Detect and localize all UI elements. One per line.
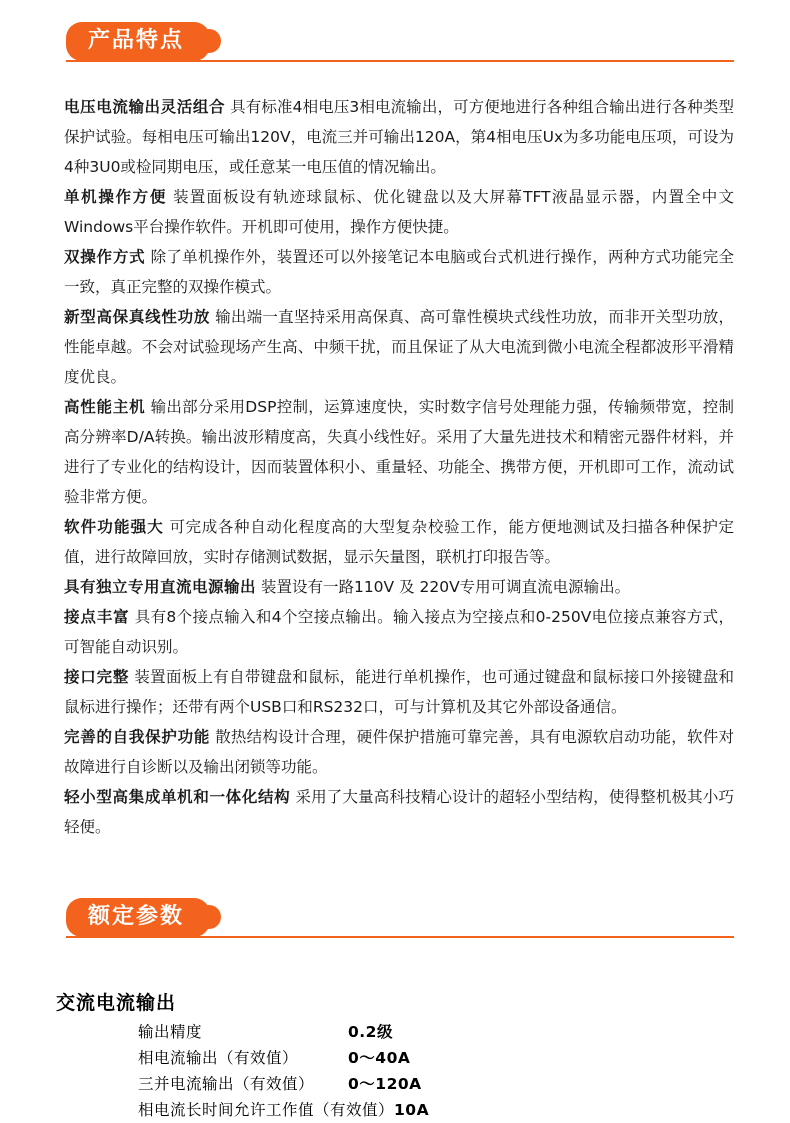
feature-lead: 新型高保真线性功放 — [64, 308, 211, 326]
feature-lead: 软件功能强大 — [64, 518, 164, 536]
feature-lead: 轻小型高集成单机和一体化结构 — [64, 788, 291, 806]
feature-lead: 单机操作方便 — [64, 188, 167, 206]
feature-paragraph — [64, 512, 734, 572]
feature-text: 可完成各种自动化程度高的大型复杂校验工作，能方便地测试及扫描各种保护定值，进行故障回放，实时存储测试数据，显示矢量图，联机打印报告等。 — [64, 518, 734, 566]
feature-text: 采用了大量高科技精心设计的超轻小型结构，使得整机极其小巧轻便。 — [64, 788, 734, 836]
section-title-badge: 额定参数 — [66, 898, 210, 937]
feature-text: 具有标准4相电压3相电流输出，可方便地进行各种组合输出进行各种类型保护试验。每相电压可输出120V，电流三并可输出120A，第4相电压Ux为多功能电压项，可设为4种3U0或检同期电压，或任意某一电压值的情况输出。 — [64, 98, 734, 176]
section-heading-parameters — [0, 898, 790, 946]
feature-text: 输出端一直坚持采用高保真、高可靠性模块式线性功放，而非开关型功放，性能卓越。不会对试验现场产生高、中频干扰，而且保证了从大电流到微小电流全程都波形平滑精度优良。 — [64, 308, 734, 386]
section-gap — [0, 842, 790, 898]
feature-lead: 接口完整 — [64, 668, 130, 686]
feature-paragraph — [64, 92, 734, 182]
feature-text: 除了单机操作外，装置还可以外接笔记本电脑或台式机进行操作，两种方式功能完全一致，真正完整的双操作模式。 — [64, 248, 734, 296]
features-body — [64, 92, 734, 842]
spec-label: 相电流长时间允许工作值（有效值） — [138, 1101, 395, 1119]
heading-banner-wrap — [66, 898, 210, 937]
spec-value: 0.2级 — [348, 1023, 393, 1041]
section-heading-features — [0, 22, 790, 70]
feature-paragraph — [64, 182, 734, 242]
feature-text: 装置面板设有轨迹球鼠标、优化键盘以及大屏幕TFT液晶显示器，内置全中文Windows平台操作软件。开机即可使用，操作方便快捷。 — [64, 188, 734, 236]
spec-label: 相电流输出（有效值） — [138, 1049, 299, 1067]
feature-paragraph — [64, 572, 734, 602]
spec-value: 10A — [394, 1101, 430, 1119]
section-title-badge: 产品特点 — [66, 22, 210, 61]
feature-paragraph — [64, 662, 734, 722]
spec-label: 输出精度 — [138, 1023, 203, 1041]
spec-row — [138, 1045, 734, 1071]
feature-lead: 完善的自我保护功能 — [64, 728, 211, 746]
spec-row — [138, 1097, 734, 1123]
feature-text: 具有8个接点输入和4个空接点输出。输入接点为空接点和0-250V电位接点兼容方式，可智能自动识别。 — [64, 608, 734, 656]
feature-lead: 双操作方式 — [64, 248, 146, 266]
feature-lead: 电压电流输出灵活组合 — [64, 98, 226, 116]
spec-label: 三并电流输出（有效值） — [138, 1075, 315, 1093]
spec-group-title: 交流电流输出 — [56, 992, 177, 1014]
top-spacer — [0, 0, 790, 22]
feature-paragraph — [64, 722, 734, 782]
feature-lead: 具有独立专用直流电源输出 — [64, 578, 257, 596]
parameters-spacer — [0, 946, 790, 988]
feature-text: 装置面板上有自带键盘和鼠标，能进行单机操作，也可通过键盘和鼠标接口外接键盘和鼠标进行操作；还带有两个USB口和RS232口，可与计算机及其它外部设备通信。 — [64, 668, 734, 716]
feature-text: 散热结构设计合理，硬件保护措施可靠完善，具有电源软启动功能，软件对故障进行自诊断以及输出闭锁等功能。 — [64, 728, 734, 776]
spec-value: 0～120A — [348, 1075, 422, 1093]
spec-row — [138, 1071, 734, 1097]
feature-lead: 接点丰富 — [64, 608, 130, 626]
heading-banner-wrap — [66, 22, 210, 61]
feature-paragraph — [64, 392, 734, 512]
spec-value: 0～40A — [348, 1049, 411, 1067]
feature-paragraph — [64, 602, 734, 662]
feature-paragraph — [64, 782, 734, 842]
spec-row — [138, 1019, 734, 1045]
feature-lead: 高性能主机 — [64, 398, 146, 416]
feature-text: 输出部分采用DSP控制，运算速度快，实时数字信号处理能力强，传输频带宽，控制高分辨率D/A转换。输出波形精度高，失真小线性好。采用了大量先进技术和精密元器件材料，并进行了专业化的结构设计，因而装置体积小、重量轻、功能全、携带方便，开机即可工作，流动试验非常方便。 — [64, 398, 734, 506]
heading-body-spacer — [0, 70, 790, 92]
spec-block — [56, 988, 734, 1123]
feature-paragraph — [64, 302, 734, 392]
feature-text: 装置设有一路110V 及 220V专用可调直流电源输出。 — [260, 578, 631, 596]
feature-paragraph — [64, 242, 734, 302]
